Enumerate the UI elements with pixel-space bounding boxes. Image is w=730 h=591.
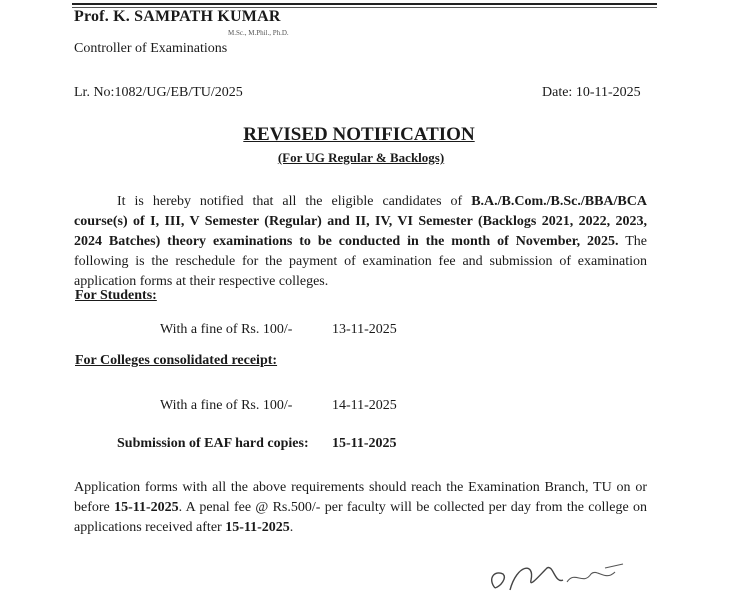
students-fine-date: 13-11-2025 [332, 322, 397, 337]
top-rule [72, 3, 657, 5]
intro-text-1: It is hereby notified that all the eligible candidates of [117, 194, 472, 209]
closing-paragraph [74, 478, 647, 538]
submission-date: 15-11-2025 [332, 436, 397, 451]
handwritten-signature-icon [455, 560, 635, 591]
closing-text-2: . A penal fee @ Rs.500/- per faculty will be collected per day from the college on applications received after [74, 500, 647, 535]
intro-text-2: The following is the reschedule for the payment of examination fee and submission of examination application forms at their respective colleges. [74, 234, 647, 289]
colleges-heading: For Colleges consolidated receipt: [75, 353, 278, 368]
letter-date: Date: 10-11-2025 [542, 85, 641, 100]
signatory-designation: Controller of Examinations [74, 41, 228, 56]
intro-paragraph [74, 192, 647, 292]
notification-title: REVISED NOTIFICATION [243, 124, 475, 145]
closing-text-3: . [289, 520, 294, 535]
submission-label: Submission of EAF hard copies: [117, 436, 309, 451]
students-heading: For Students: [75, 288, 157, 303]
notification-subtitle: (For UG Regular & Backlogs) [277, 150, 445, 165]
closing-text-1: Application forms with all the above requirements should reach the Examination Branch, TU on or before [74, 480, 647, 515]
signatory-name: Prof. K. SAMPATH KUMAR [74, 8, 281, 25]
students-fine-label: With a fine of Rs. 100/- [160, 322, 293, 337]
signatory-qualifications: M.Sc., M.Phil., Ph.D. [228, 29, 289, 37]
closing-date-2: 15-11-2025 [225, 520, 290, 535]
colleges-fine-label: With a fine of Rs. 100/- [160, 398, 293, 413]
colleges-fine-date: 14-11-2025 [332, 398, 397, 413]
closing-date-1: 15-11-2025 [114, 500, 179, 515]
intro-text-bold: B.A./B.Com./B.Sc./BBA/BCA course(s) of I, III, V Semester (Regular) and II, IV, VI Semester (Backlogs 2021, 2022, 2023, 2024 Batches) theory examinations to be conducted in the month of November, 2025. [74, 194, 647, 249]
letter-reference: Lr. No:1082/UG/EB/TU/2025 [74, 85, 243, 100]
